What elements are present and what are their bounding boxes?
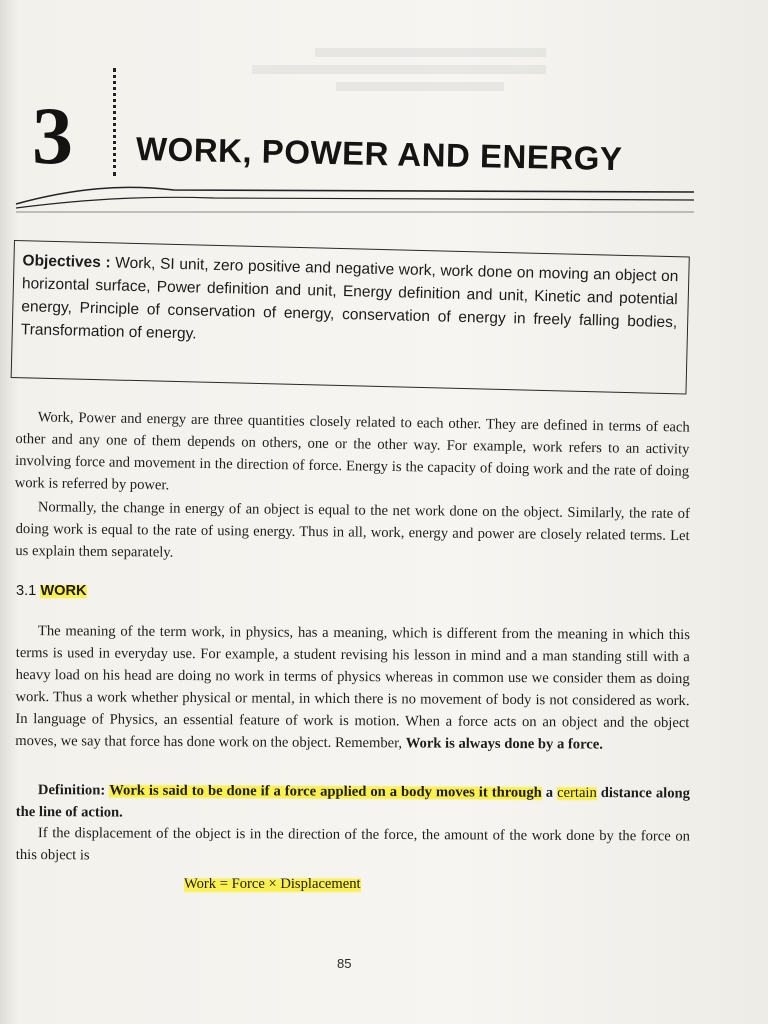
work-formula: Work = Force × Displacement	[184, 876, 361, 892]
chapter-number: 3	[32, 90, 73, 181]
section-number: 3.1	[16, 583, 37, 599]
work-paragraph-text: The meaning of the term work, in physics, has a meaning, which is different from the meaning in which this terms is used in everyday use. For example, a student revising his lesson in mind and a man standing still with a heavy load on his head are doing no work in terms of physics whereas in common use we consider them as doing work. Thus a work whether physical or mental, in which there is no movement of body is not considered as work. In language of Physics, an essential feature of work is motion. When a force acts on an object and the object moves, we say that force has done work on the object. Remember,	[15, 623, 690, 752]
section-title: WORK	[40, 583, 87, 599]
objectives-box	[11, 240, 690, 394]
objectives-text: Work, SI unit, zero positive and negative work, work done on moving an object on horizontal surface, Power definition and unit, Energy definition and unit, Kinetic and potential energy, Principle of conservation of energy, conservation of energy in freely falling bodies, Transformation of energy.	[20, 254, 679, 343]
objectives-label: Objectives :	[22, 252, 111, 272]
definition-label: Definition:	[37, 782, 106, 799]
definition-paragraph	[16, 779, 690, 827]
page-number: 85	[337, 956, 352, 971]
definition-highlight-1: Work is said to be done if a force applied on a body moves it through	[109, 782, 542, 801]
intro-paragraph-2-text: Normally, the change in energy of an object is equal to the net work done on the object. Similarly, the rate of doing work is equal to the rate of using energy. Thus in all, work, energy and power are closely related terms. Let us explain them separately.	[15, 499, 690, 561]
chapter-title: WORK, POWER AND ENERGY	[135, 130, 623, 178]
intro-paragraph-1	[15, 406, 690, 505]
definition-highlight-2: certain	[557, 784, 597, 802]
objectives-paragraph	[21, 249, 679, 357]
displacement-paragraph	[16, 822, 690, 870]
definition-text-end: distance along the line of action.	[15, 785, 691, 821]
work-paragraph	[15, 620, 690, 756]
bleed-through-shadow	[210, 40, 630, 130]
intro-paragraph-2	[15, 496, 690, 569]
work-key-statement: Work is always done by a force.	[405, 735, 603, 753]
definition-article: a	[545, 784, 554, 801]
section-heading	[16, 583, 87, 599]
intro-paragraph-1-text: Work, Power and energy are three quantities closely related to each other. They are defined in terms of each other and any one of them depends on others, one or the other way. For example, work refers to an activity involving force and movement in the direction of force. Energy is the capacity of doing work and the rate of doing work is referred by power.	[14, 409, 690, 494]
header-underline-swoosh	[14, 170, 696, 214]
chapter-dotted-divider	[113, 68, 116, 176]
displacement-paragraph-text: If the displacement of the object is in the direction of the force, the amount of the work done by the force on this object is	[15, 825, 690, 864]
